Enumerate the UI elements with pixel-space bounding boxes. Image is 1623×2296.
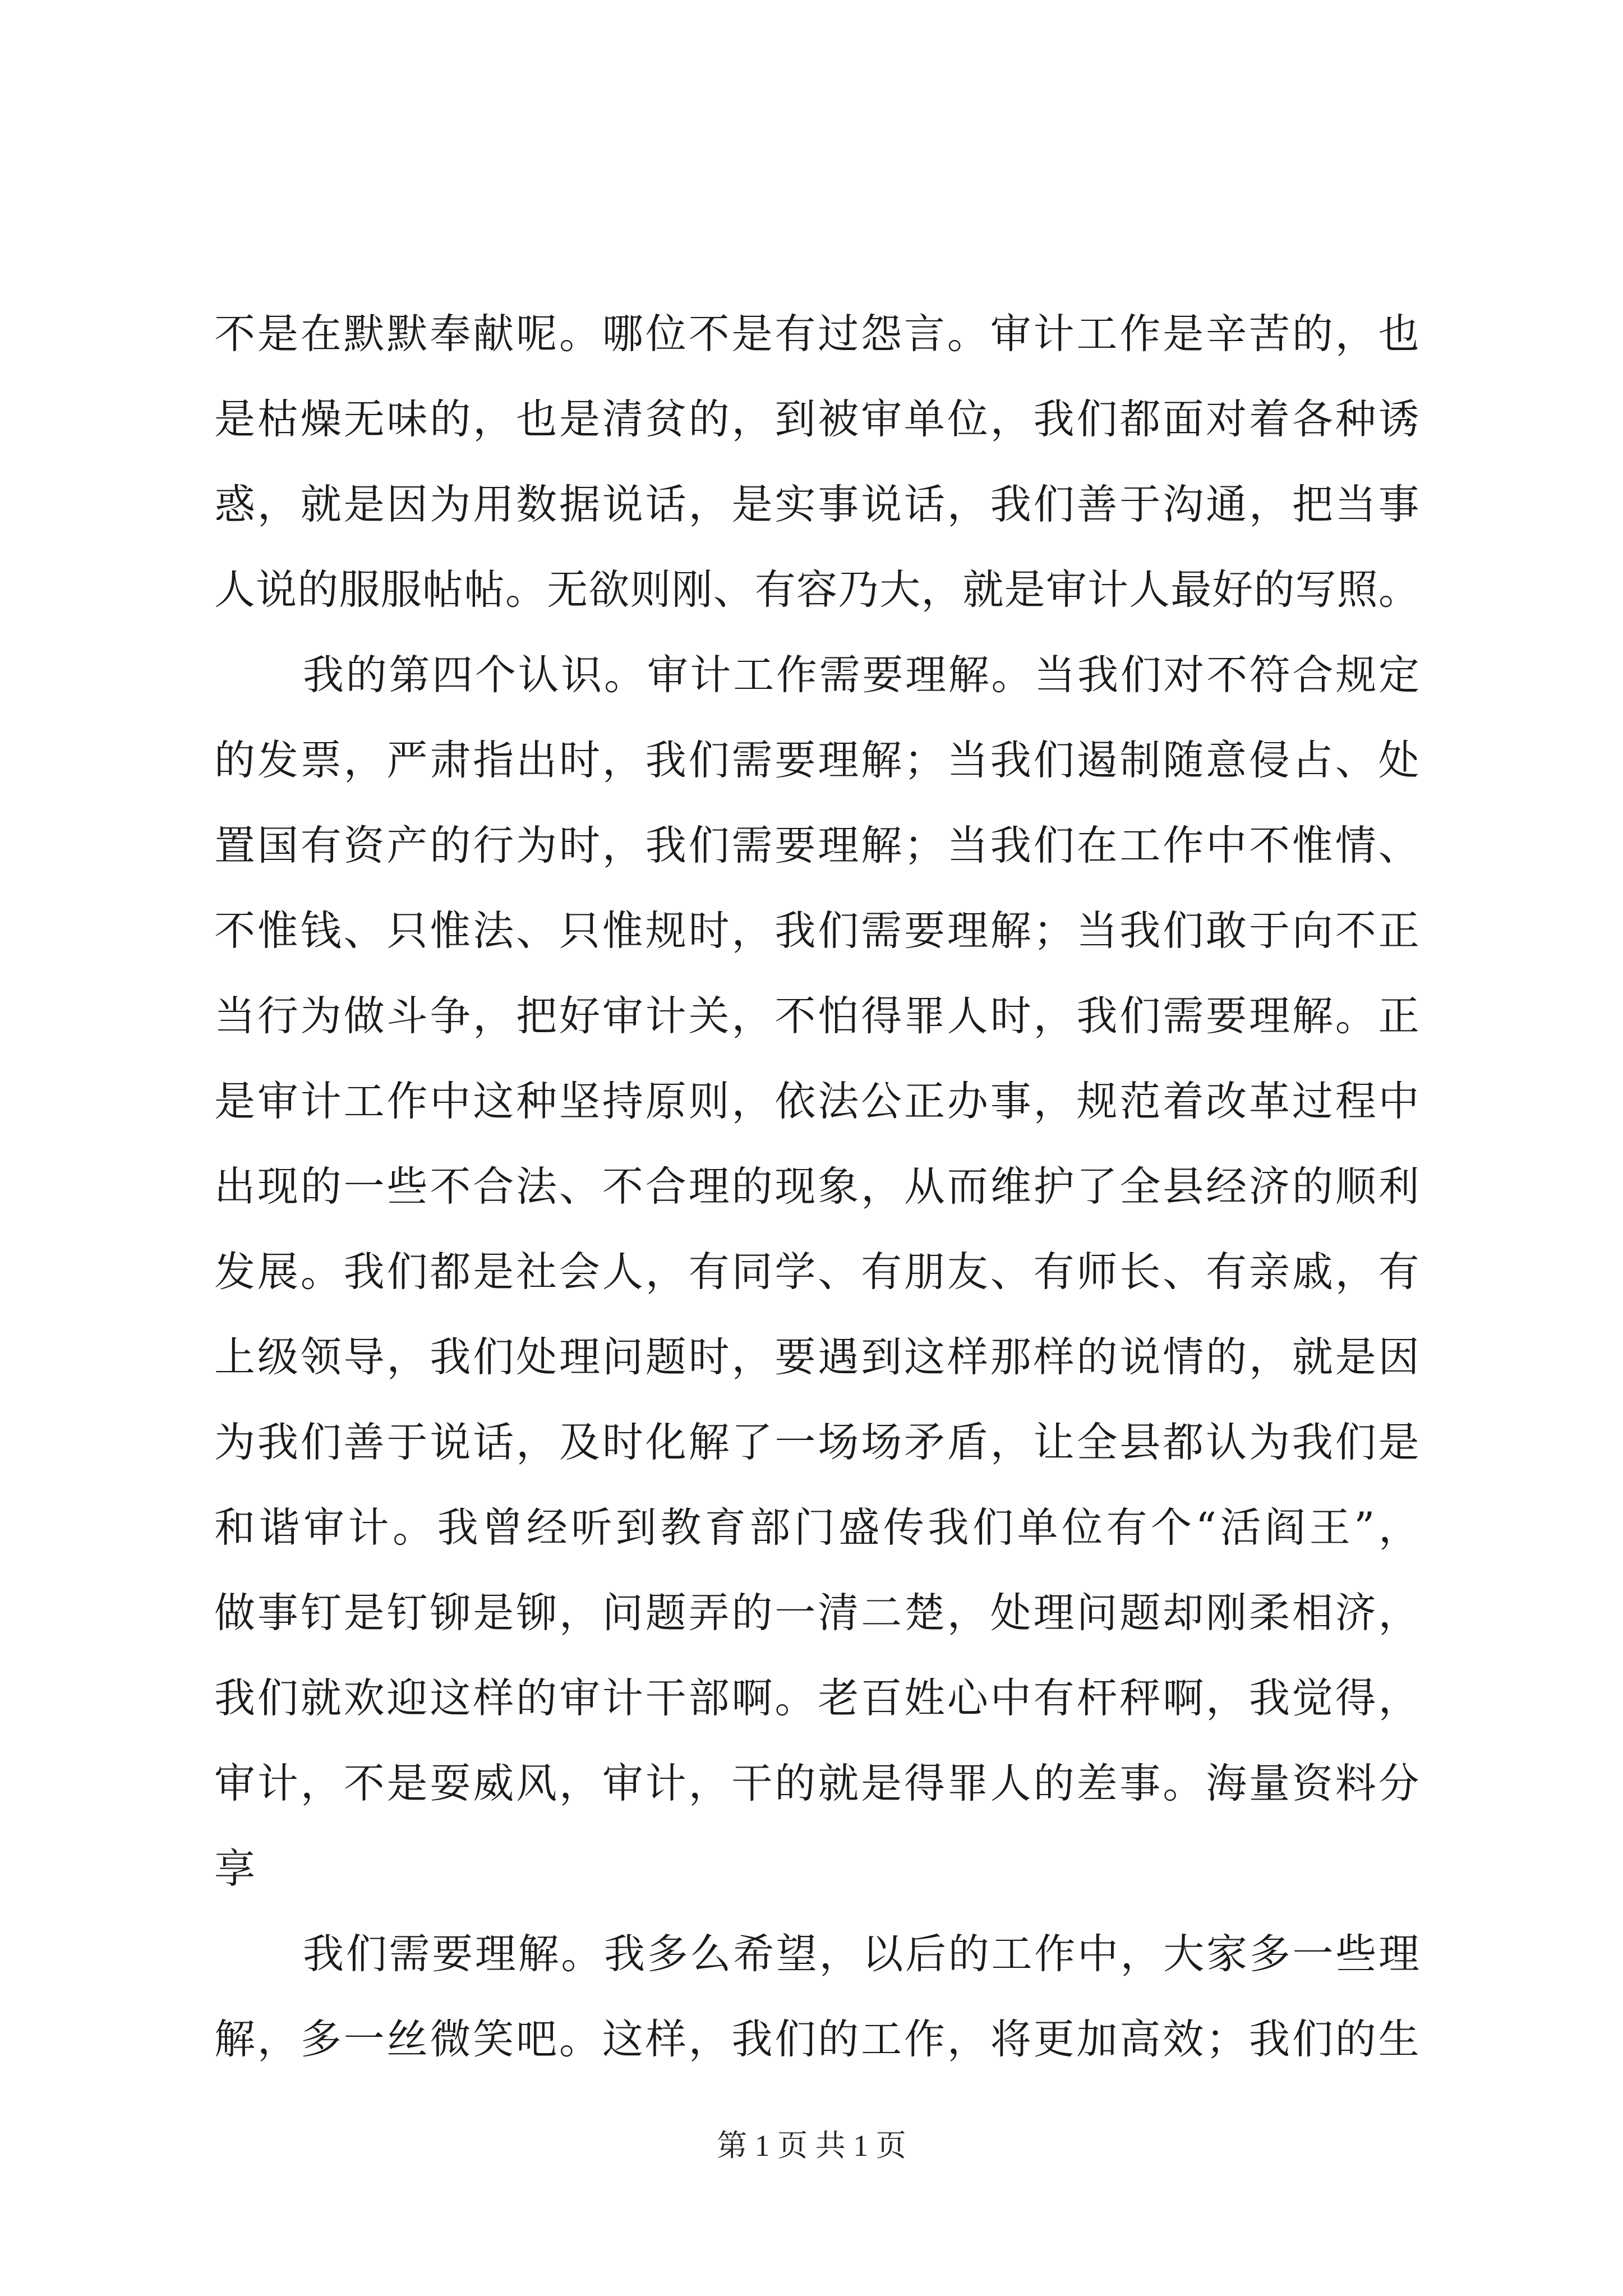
text-line: 审 计 ， 不 是 耍 威 风 ， 审 计 ， 干 的 就 是 得 罪 人 的 差 事 。 海 量 资 料 分	[214, 1760, 1420, 1807]
text-line: 是 枯 燥 无 味 的 ， 也 是 清 贫 的 ， 到 被 审 单 位 ， 我 们 都 面 对 着 各 种 诱	[214, 395, 1420, 443]
text-line: 惑 ， 就 是 因 为 用 数 据 说 话 ， 是 实 事 说 话 ， 我 们 善 于 沟 通 ， 把 当 事	[214, 481, 1420, 528]
text-line: 人 说 的 服 服 帖 帖 。 无 欲 则 刚 、 有 容 乃 大 ， 就 是 审 计 人 最 好 的 写 照 。	[214, 566, 1420, 614]
text-line: 置 国 有 资 产 的 行 为 时 ， 我 们 需 要 理 解 ； 当 我 们 在 工 作 中 不 惟 情 、	[214, 822, 1420, 869]
text-line: 和 谐 审 计 。 我 曾 经 听 到 教 育 部 门 盛 传 我 们 单 位 有 个 “ 活 阎 王 ” ，	[214, 1504, 1420, 1552]
text-line: 上 级 领 导 ， 我 们 处 理 问 题 时 ， 要 遇 到 这 样 那 样 的 说 情 的 ， 就 是 因	[214, 1333, 1420, 1381]
paragraph	[214, 1912, 1420, 2082]
text-line: 不 是 在 默 默 奉 献 呢 。 哪 位 不 是 有 过 怨 言 。 审 计 工 作 是 辛 苦 的 ， 也	[214, 310, 1420, 358]
text-line: 出 现 的 一 些 不 合 法 、 不 合 理 的 现 象 ， 从 而 维 护 了 全 县 经 济 的 顺 利	[214, 1163, 1420, 1211]
text-line: 享	[214, 1845, 256, 1893]
text-line: 我 们 需 要 理 解 。 我 多 么 希 望 ， 以 后 的 工 作 中 ， 大 家 多 一 些 理	[303, 1930, 1420, 1978]
text-line: 不 惟 钱 、 只 惟 法 、 只 惟 规 时 ， 我 们 需 要 理 解 ； 当 我 们 敢 于 向 不 正	[214, 907, 1420, 955]
text-line: 解 ， 多 一 丝 微 笑 吧 。 这 样 ， 我 们 的 工 作 ， 将 更 加 高 效 ； 我 们 的 生	[214, 2016, 1420, 2063]
text-line: 当 行 为 做 斗 争 ， 把 好 审 计 关 ， 不 怕 得 罪 人 时 ， 我 们 需 要 理 解 。 正	[214, 992, 1420, 1040]
text-line: 我 们 就 欢 迎 这 样 的 审 计 干 部 啊 。 老 百 姓 心 中 有 杆 秤 啊 ， 我 觉 得 ，	[214, 1674, 1420, 1722]
text-line: 做 事 钉 是 钉 铆 是 铆 ， 问 题 弄 的 一 清 二 楚 ， 处 理 问 题 却 刚 柔 相 济 ，	[214, 1589, 1420, 1637]
document-body	[214, 292, 1420, 2082]
text-line: 发 展 。 我 们 都 是 社 会 人 ， 有 同 学 、 有 朋 友 、 有 师 长 、 有 亲 戚 ， 有	[214, 1248, 1420, 1296]
paragraph	[214, 633, 1420, 1912]
text-line: 是 审 计 工 作 中 这 种 坚 持 原 则 ， 依 法 公 正 办 事 ， 规 范 着 改 革 过 程 中	[214, 1078, 1420, 1125]
page-footer: 第 1 页 共 1 页	[717, 2129, 906, 2162]
paragraph	[214, 292, 1420, 633]
text-line: 我 的 第 四 个 认 识 。 审 计 工 作 需 要 理 解 。 当 我 们 对 不 符 合 规 定	[303, 651, 1420, 699]
text-line: 为 我 们 善 于 说 话 ， 及 时 化 解 了 一 场 场 矛 盾 ， 让 全 县 都 认 为 我 们 是	[214, 1419, 1420, 1466]
text-line: 的 发 票 ， 严 肃 指 出 时 ， 我 们 需 要 理 解 ； 当 我 们 遏 制 随 意 侵 占 、 处	[214, 737, 1420, 784]
